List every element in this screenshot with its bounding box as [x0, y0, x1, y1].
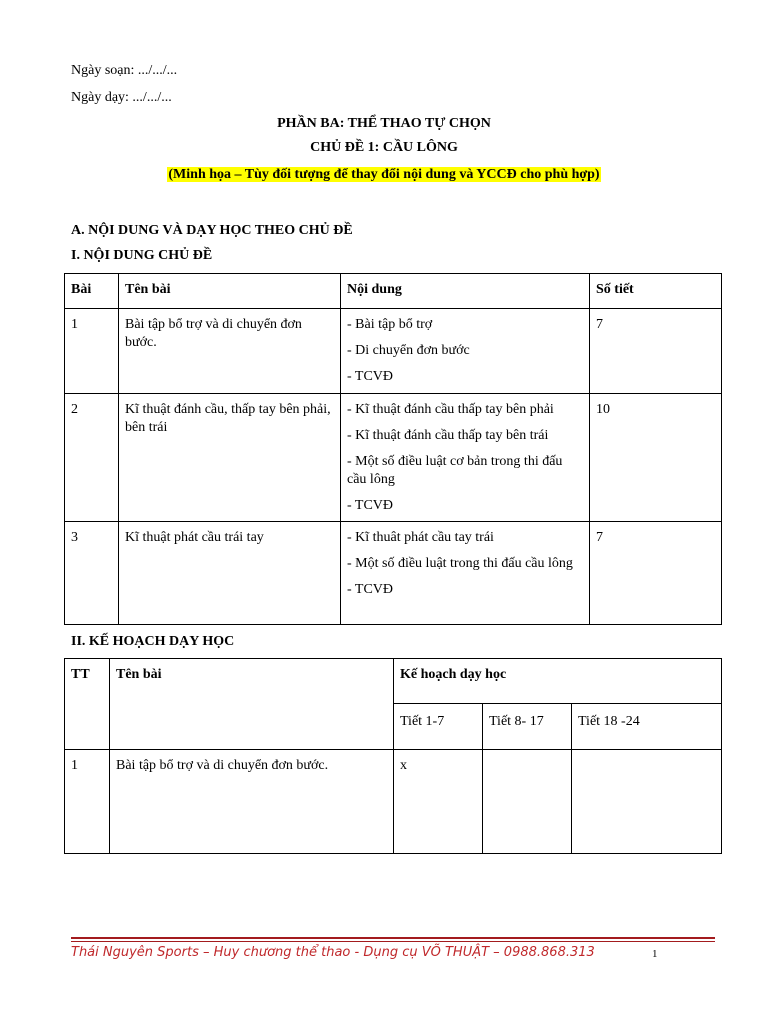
table-row: [65, 750, 722, 854]
cell-tiet-8-17: [483, 750, 572, 854]
plan-table: [64, 658, 722, 854]
cell-ten-bai: Bài tập bổ trợ và di chuyển đơn bước.: [110, 750, 394, 854]
section-a-heading: A. NỘI DUNG VÀ DẠY HỌC THEO CHỦ ĐỀ: [71, 223, 353, 238]
note-line: [0, 166, 768, 184]
cell-bai: 1: [65, 309, 119, 394]
content-item: - Kĩ thuật đánh cầu thấp tay bên phải: [347, 402, 554, 417]
header-tiet-1-7: Tiết 1-7: [394, 704, 483, 750]
footer-rule: [71, 937, 715, 939]
cell-ten-bai: Kĩ thuật phát cầu trái tay: [119, 522, 341, 625]
content-item: - Một số điều luật trong thi đấu cầu lông: [347, 556, 573, 571]
content-table: [64, 273, 722, 625]
header-tiet-8-17: Tiết 8- 17: [483, 704, 572, 750]
content-item: - TCVĐ: [347, 498, 394, 513]
header-ten-bai: Tên bài: [119, 274, 341, 309]
footer-text: Thái Nguyên Sports – Huy chương thể thao - Dụng cụ VÕ THUẬT – 0988.868.313: [71, 945, 595, 960]
header-noi-dung: Nội dung: [341, 274, 590, 309]
cell-so-tiet: 7: [590, 309, 722, 394]
cell-bai: 2: [65, 394, 119, 522]
cell-so-tiet: 10: [590, 394, 722, 522]
prep-date: Ngày soạn: .../.../...: [71, 63, 178, 78]
header-so-tiet: Số tiết: [590, 274, 722, 309]
header-ke-hoach: Kế hoạch dạy học: [394, 659, 722, 704]
content-item: - Di chuyển đơn bước: [347, 343, 470, 358]
table-header-row: [65, 274, 722, 309]
header-ten-bai: Tên bài: [110, 659, 394, 750]
content-item: - Bài tập bổ trợ: [347, 317, 433, 332]
header-tiet-18-24: Tiết 18 -24: [572, 704, 722, 750]
cell-ten-bai: Bài tập bổ trợ và di chuyển đơn bước.: [119, 309, 341, 394]
highlighted-note: (Minh họa – Tùy đối tượng để thay đổi nội dung và YCCĐ cho phù hợp): [168, 167, 600, 182]
content-item: - TCVĐ: [347, 369, 394, 384]
content-item: - TCVĐ: [347, 582, 394, 597]
cell-noi-dung: [341, 522, 590, 625]
table-header-row: [65, 659, 722, 704]
cell-noi-dung: [341, 394, 590, 522]
table-row: [65, 394, 722, 522]
content-item: - Một số điều luật cơ bản trong thi đấu cầu lông: [347, 454, 563, 487]
content-item: - Kĩ thuật đánh cầu thấp tay bên trái: [347, 428, 549, 443]
table-row: [65, 309, 722, 394]
section-ii-heading: II. KẾ HOẠCH DẠY HỌC: [71, 634, 235, 649]
cell-noi-dung: [341, 309, 590, 394]
topic-title: CHỦ ĐỀ 1: CẦU LÔNG: [310, 140, 458, 155]
cell-tiet-1-7: x: [394, 750, 483, 854]
cell-ten-bai: Kĩ thuật đánh cầu, thấp tay bên phải, bên trái: [119, 394, 341, 522]
section-i-heading: I. NỘI DUNG CHỦ ĐỀ: [71, 248, 213, 263]
header-bai: Bài: [65, 274, 119, 309]
page-number: 1: [652, 948, 658, 960]
cell-bai: 3: [65, 522, 119, 625]
header-tt: TT: [65, 659, 110, 750]
cell-tt: 1: [65, 750, 110, 854]
cell-so-tiet: 7: [590, 522, 722, 625]
cell-tiet-18-24: [572, 750, 722, 854]
footer-rule-thin: [71, 941, 715, 942]
part-title: PHẦN BA: THỂ THAO TỰ CHỌN: [277, 116, 491, 131]
table-row: [65, 522, 722, 625]
teach-date: Ngày dạy: .../.../...: [71, 90, 172, 105]
content-item: - Kĩ thuât phát cầu tay trái: [347, 530, 494, 545]
